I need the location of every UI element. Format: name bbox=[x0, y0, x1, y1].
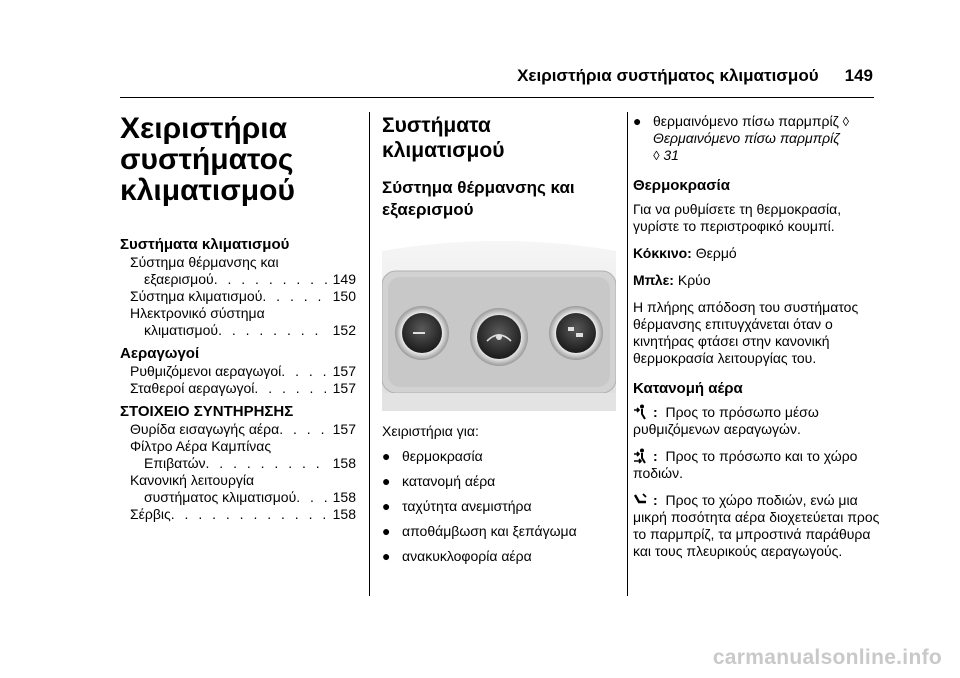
list-item: ● θερμαινόμενο πίσω παρμπρίζ ◊ bbox=[633, 113, 850, 129]
column-2 bbox=[382, 113, 616, 565]
subsection-title-line: εξαερισμού bbox=[382, 200, 474, 219]
toc-entry[interactable]: συστήματος κλιματισμού . . . 158 bbox=[120, 489, 356, 506]
toc-entry[interactable]: Ρυθμιζόμενοι αεραγωγοί . . . 157 bbox=[120, 363, 356, 380]
list-item: ● κατανομή αέρα bbox=[382, 473, 496, 489]
toc-entry[interactable]: Θυρίδα εισαγωγής αέρα . . . 157 bbox=[120, 421, 356, 438]
header-rule bbox=[120, 97, 874, 98]
toc-page: 158 bbox=[332, 506, 356, 522]
subsection-title bbox=[382, 177, 616, 221]
temperature-text: Για να ρυθμίσετε τη θερμοκρασία, γυρίστε το περιστροφικό κουμπί. bbox=[633, 201, 842, 234]
running-header bbox=[0, 66, 873, 86]
crossref-arrow-icon: ◊ bbox=[842, 114, 850, 129]
toc-entry-text: Φίλτρο Αέρα Καμπίνας bbox=[130, 438, 272, 454]
list-item: ● αποθάμβωση και ξεπάγωμα bbox=[382, 523, 577, 539]
toc-entry[interactable]: κλιματισμού . . . 152 bbox=[120, 322, 356, 339]
red-line: Κόκκινο: Θερμό bbox=[633, 245, 737, 261]
performance-text: Η πλήρης απόδοση του συστήματος θέρμανσης επιτυγχάνεται όταν ο κινητήρας φτάσει στην κανονική θερμοκρασία λειτουργίας του. bbox=[633, 299, 859, 366]
temperature-heading: Θερμοκρασία bbox=[633, 177, 730, 194]
airflow-feet-icon bbox=[633, 492, 647, 508]
toc-heading: ΣΤΟΙΧΕΙΟ ΣΥΝΤΗΡΗΣΗΣ bbox=[120, 403, 294, 420]
toc-entry[interactable]: Σύστημα κλιματισμού . . . 150 bbox=[120, 288, 356, 305]
subsection-title-line: Σύστημα θέρμανσης και bbox=[382, 178, 575, 197]
toc-page: 149 bbox=[332, 271, 356, 287]
list-item: ● ανακυκλοφορία αέρα bbox=[382, 548, 532, 564]
toc-entry-text: Σύστημα θέρμανσης και bbox=[130, 254, 279, 270]
section-title-line: κλιματισμού bbox=[382, 139, 505, 162]
intro-text: Χειριστήρια για: bbox=[382, 423, 479, 439]
column-3 bbox=[627, 113, 883, 560]
climate-control-panel-image bbox=[382, 241, 616, 411]
air-distribution-heading: Κατανομή αέρα bbox=[633, 380, 743, 397]
crossref-link[interactable]: Θερμαινόμενο πίσω παρμπρίζ ◊ 31 bbox=[653, 130, 840, 163]
toc-page: 158 bbox=[332, 489, 356, 505]
page-number: 149 bbox=[844, 66, 873, 85]
list-item: ● θερμοκρασία bbox=[382, 448, 483, 464]
chapter-title bbox=[120, 113, 356, 206]
section-title bbox=[382, 113, 616, 163]
air-distribution-item: : Προς το πρόσωπο μέσω ρυθμιζόμενων αεραγωγών. bbox=[633, 404, 819, 437]
toc-entry-text: Ηλεκτρονικό σύστημα bbox=[130, 305, 265, 321]
toc-entry[interactable]: Επιβατών . . . 158 bbox=[120, 455, 356, 472]
chapter-title-line: Χειριστήρια bbox=[120, 112, 288, 145]
toc-page: 150 bbox=[332, 288, 356, 304]
air-distribution-item: : Προς το χώρο ποδιών, ενώ μια μικρή ποσότητα αέρα διοχετεύεται προς το παρμπρίζ, τα μπροστινά παράθυρα και τους πλευρικούς αεραγωγούς. bbox=[633, 492, 880, 559]
section-title-line: Συστήματα bbox=[382, 114, 491, 137]
chapter-title-line: κλιματισμού bbox=[120, 174, 295, 207]
blue-line: Μπλε: Κρύο bbox=[633, 272, 711, 288]
toc-page: 158 bbox=[332, 455, 356, 471]
toc-heading: Αεραγωγοί bbox=[120, 345, 200, 362]
toc-entry-text: Κανονική λειτουργία bbox=[130, 472, 255, 488]
toc-entry[interactable]: Σέρβις . . . 158 bbox=[120, 506, 356, 523]
toc-page: 157 bbox=[332, 421, 356, 437]
watermark: carmanualsonline.info bbox=[712, 646, 942, 669]
column-1 bbox=[120, 113, 356, 523]
list-item: ● ταχύτητα ανεμιστήρα bbox=[382, 498, 532, 514]
airflow-face-icon bbox=[633, 404, 647, 420]
crossref-page: 31 bbox=[663, 147, 679, 163]
chapter-title-line: συστήματος bbox=[120, 143, 294, 176]
crossref-arrow-icon: ◊ bbox=[653, 148, 660, 163]
air-distribution-knob bbox=[549, 306, 603, 360]
air-distribution-item: : Προς το πρόσωπο και το χώρο ποδιών. bbox=[633, 448, 858, 481]
temperature-knob bbox=[395, 306, 449, 360]
toc-page: 157 bbox=[332, 380, 356, 396]
fan-speed-knob bbox=[470, 308, 528, 366]
toc-entry[interactable]: εξαερισμού . . . 149 bbox=[120, 271, 356, 288]
toc-page: 157 bbox=[332, 363, 356, 379]
running-header-title: Χειριστήρια συστήματος κλιματισμού bbox=[517, 66, 819, 85]
toc-entry[interactable]: Σταθεροί αεραγωγοί . . . 157 bbox=[120, 380, 356, 397]
column-divider-1 bbox=[369, 112, 370, 596]
airflow-face-feet-icon bbox=[633, 448, 647, 464]
toc-page: 152 bbox=[332, 322, 356, 338]
toc-heading: Συστήματα κλιματισμού bbox=[120, 236, 290, 253]
